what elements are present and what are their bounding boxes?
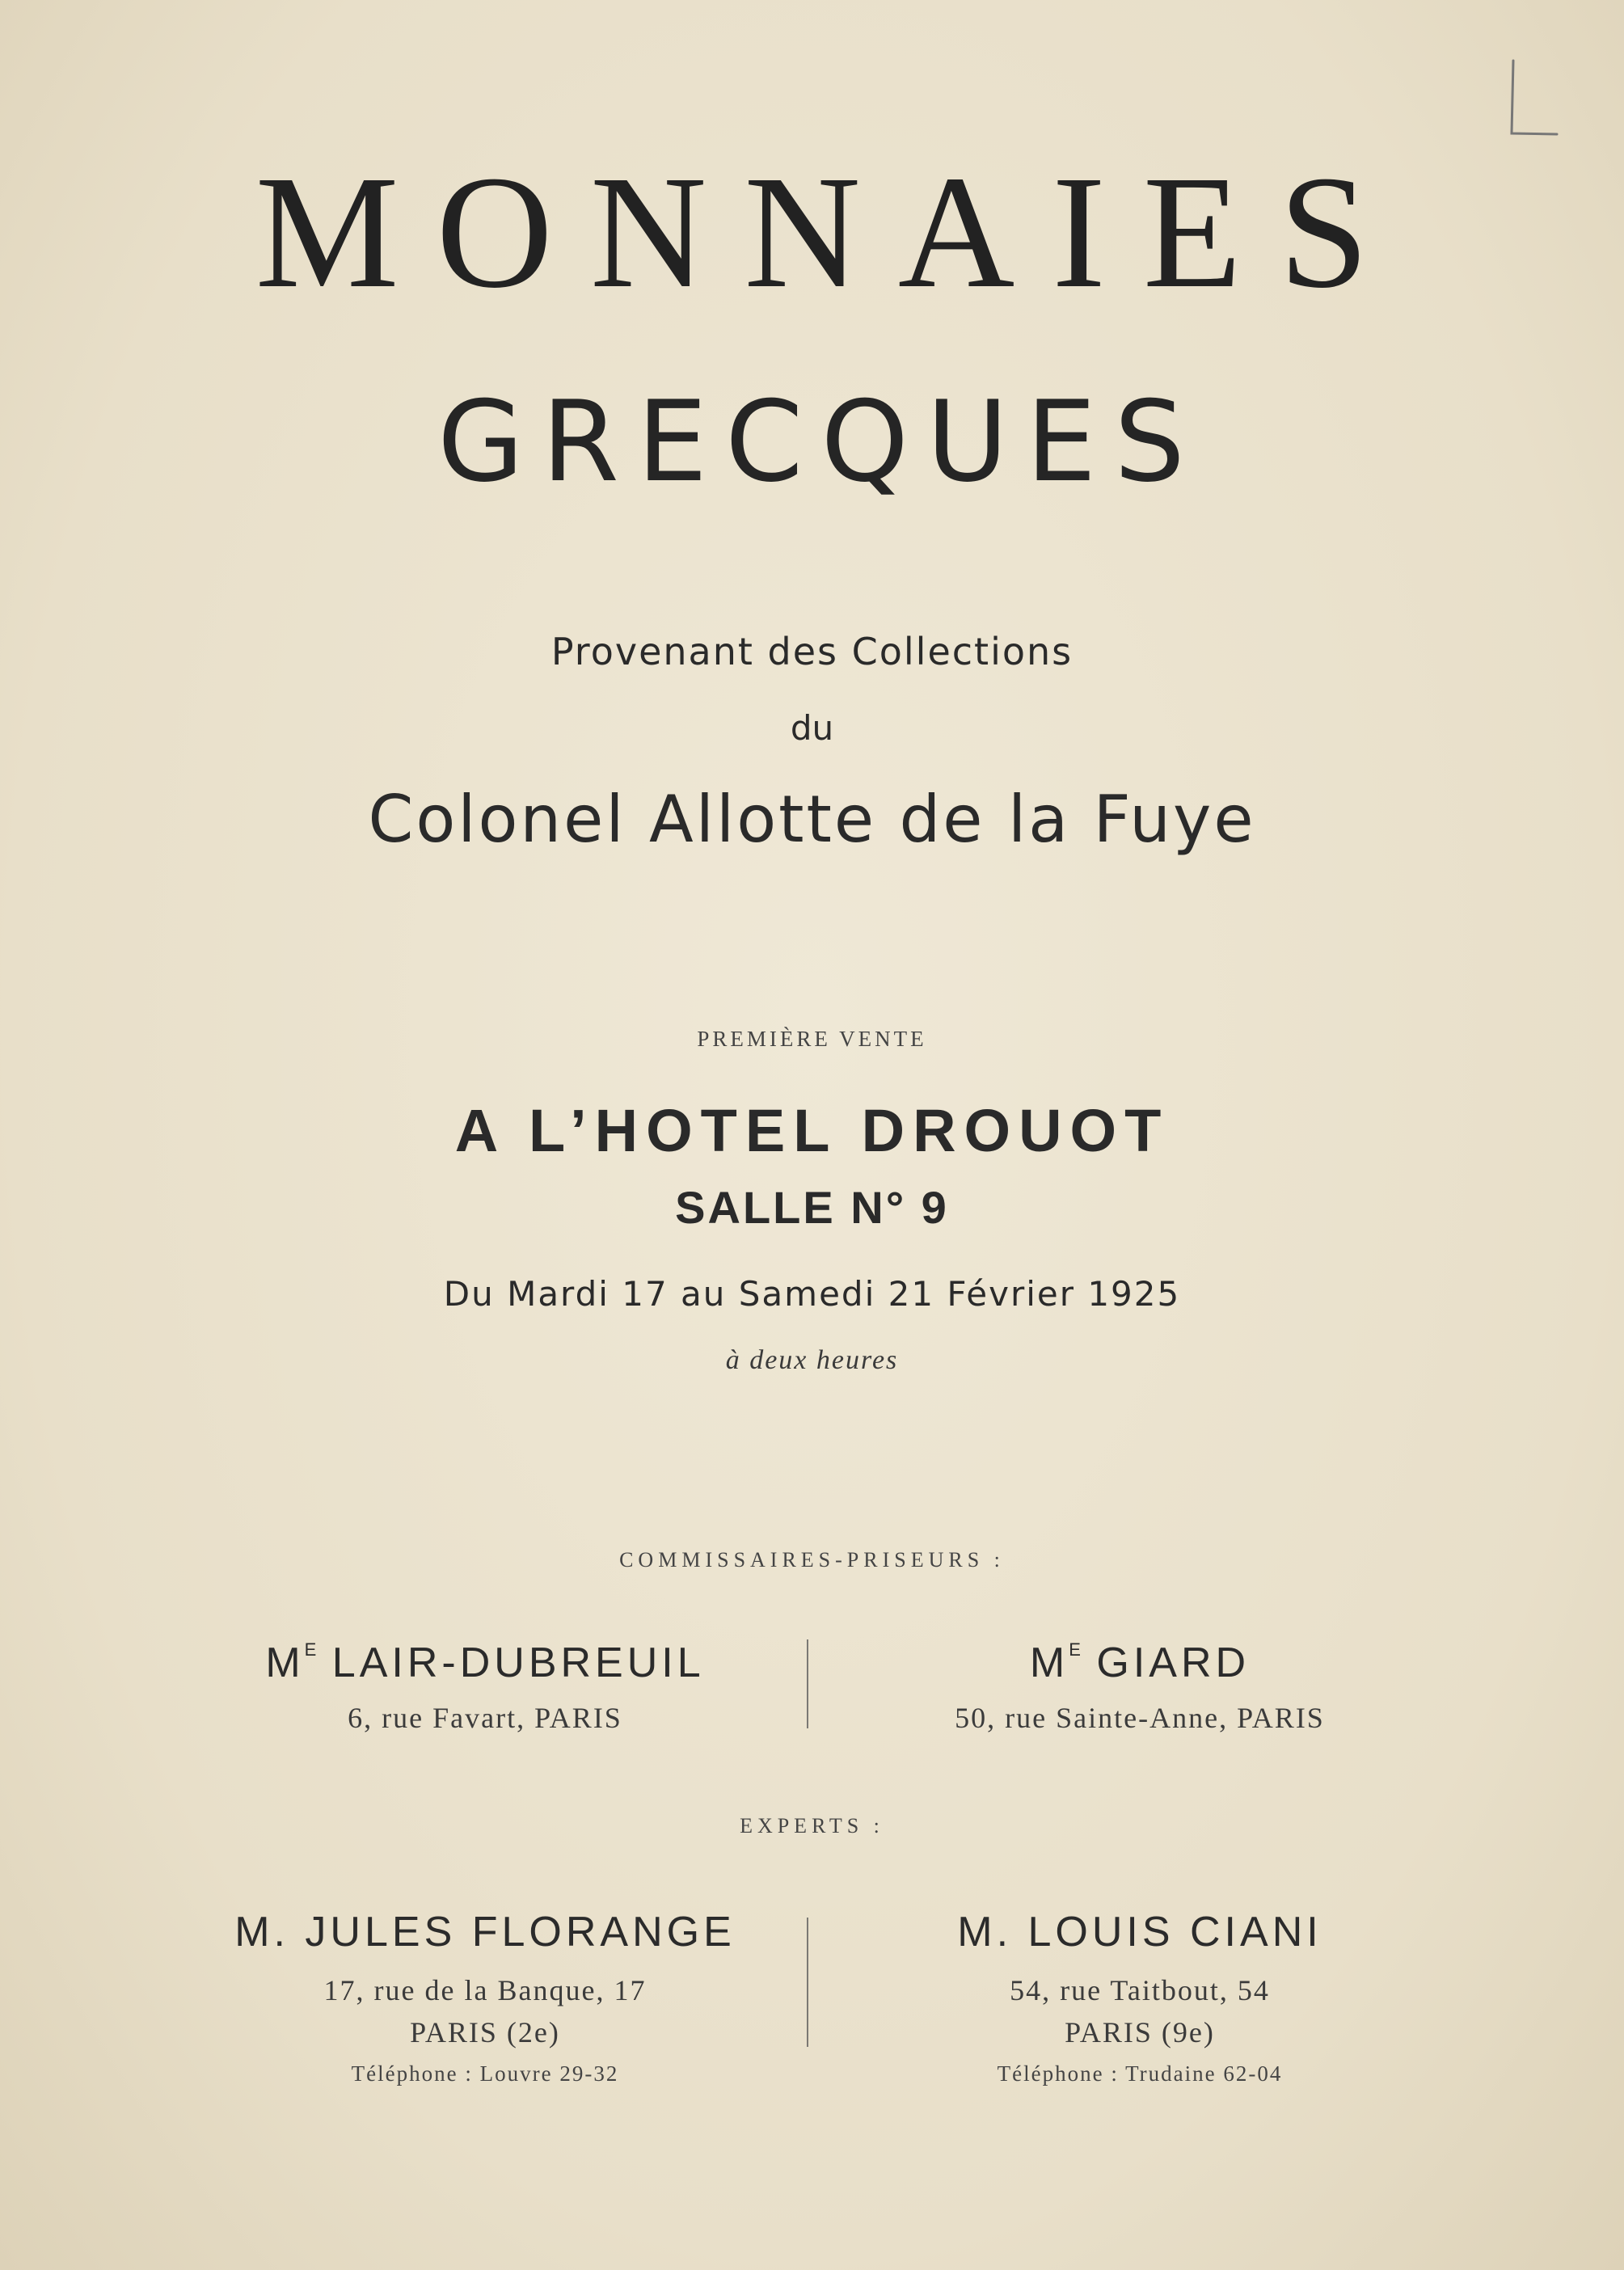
auctioneer-left-address: 6, rue Favart, PARIS	[348, 1702, 622, 1734]
auctioneer-left-name	[162, 1641, 808, 1684]
title-line-2: GRECQUES	[437, 377, 1203, 507]
auctioneer-left-surname: LAIR-DUBREUIL	[331, 1639, 705, 1686]
pencil-corner-mark	[1505, 57, 1562, 146]
expert-right-phone: Téléphone : Trudaine 62-04	[997, 2061, 1283, 2086]
auctioneer-right-address: 50, rue Sainte-Anne, PARIS	[955, 1702, 1325, 1734]
provenance-du: du	[790, 708, 834, 748]
expert-right-name: M. LOUIS CIANI	[957, 1909, 1322, 1956]
sale-room: SALLE N° 9	[675, 1182, 949, 1233]
sale-dates: Du Mardi 17 au Samedi 21 Février 1925	[443, 1274, 1181, 1314]
auctioneer-right	[808, 1641, 1471, 1732]
title-line-1: MONNAIES	[255, 143, 1407, 322]
auctioneer-right-name	[808, 1641, 1471, 1684]
auctioneer-left-prefix: M	[265, 1639, 305, 1686]
expert-right-city: PARIS (9e)	[1065, 2016, 1215, 2048]
auctioneer-right-sup: E	[1069, 1639, 1081, 1660]
auctioneer-right-surname: GIARD	[1096, 1639, 1251, 1686]
expert-right	[808, 1911, 1471, 2085]
auctioneer-left	[162, 1641, 808, 1732]
sale-venue: A L’HOTEL DROUOT	[454, 1097, 1170, 1164]
sale-label: PREMIÈRE VENTE	[697, 1027, 927, 1051]
auctioneers-heading: COMMISSAIRES-PRISEURS :	[619, 1548, 1005, 1572]
auctioneer-right-prefix: M	[1029, 1639, 1069, 1686]
provenance-line: Provenant des Collections	[550, 630, 1074, 673]
expert-left-name: M. JULES FLORANGE	[234, 1909, 736, 1956]
expert-left-phone: Téléphone : Louvre 29-32	[351, 2061, 619, 2086]
expert-left	[162, 1911, 808, 2085]
experts-heading: EXPERTS :	[740, 1814, 884, 1838]
sale-time: à deux heures	[725, 1345, 899, 1375]
collector-name: Colonel Allotte de la Fuye	[368, 782, 1256, 857]
expert-right-address: 54, rue Taitbout, 54	[1010, 1974, 1270, 2006]
auctioneer-left-sup: E	[304, 1639, 317, 1660]
expert-left-city: PARIS (2e)	[410, 2016, 560, 2048]
expert-left-address: 17, rue de la Banque, 17	[323, 1974, 647, 2006]
